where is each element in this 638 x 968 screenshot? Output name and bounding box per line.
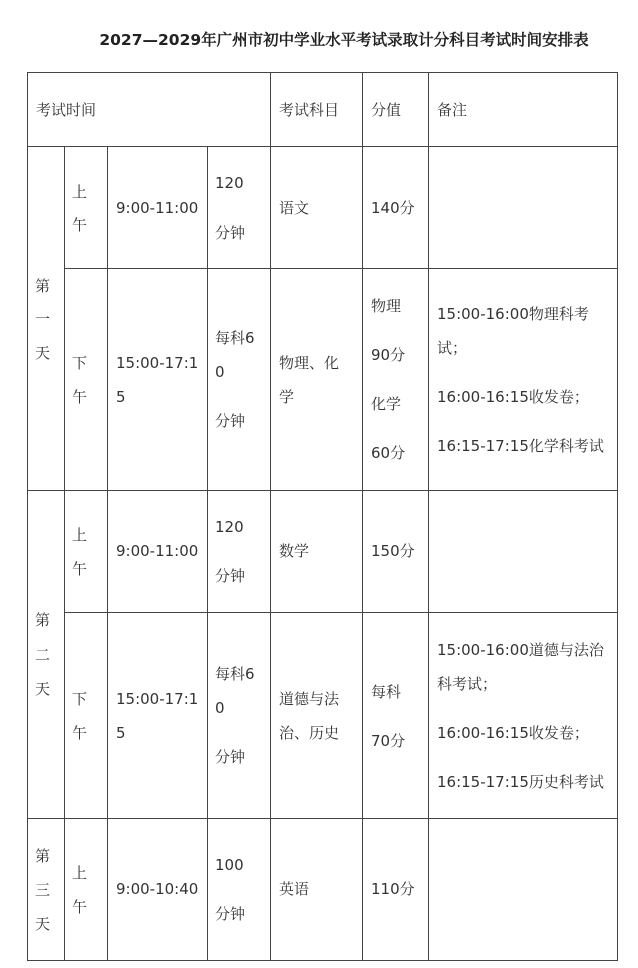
day-label: 第	[35, 847, 51, 865]
row-divider-2	[27, 490, 618, 491]
session-score: 110分	[371, 880, 415, 898]
row-divider-1	[64, 268, 618, 269]
day-label: 三	[35, 881, 51, 899]
session-duration: 分钟	[215, 412, 246, 430]
session-note: 15:00-16:00物理科考	[437, 305, 589, 323]
session-score: 物理	[371, 297, 402, 315]
session-score: 60分	[371, 444, 406, 462]
col-divider-subject	[270, 72, 271, 961]
session-note: 16:00-16:15收发卷；	[437, 388, 589, 406]
session-subject: 语文	[279, 199, 310, 217]
session-duration: 每科6	[215, 329, 255, 347]
col-divider-duration	[207, 146, 208, 961]
session-score: 化学	[371, 395, 402, 413]
session-note: 16:00-16:15收发卷；	[437, 724, 589, 742]
header-note: 备注	[437, 101, 468, 119]
session-subject: 物理、化	[279, 354, 340, 372]
day-label: 天	[35, 915, 51, 933]
day-label: 第	[35, 611, 51, 629]
header-time: 考试时间	[36, 101, 97, 119]
day-label: 第	[35, 277, 51, 295]
period-label: 午	[72, 560, 88, 578]
session-note: 16:15-17:15历史科考试	[437, 773, 604, 791]
session-duration: 分钟	[215, 748, 246, 766]
col-divider-period	[64, 146, 65, 961]
session-subject: 学	[279, 388, 295, 406]
session-duration: 120	[215, 174, 244, 192]
row-divider-4	[27, 818, 618, 819]
session-score: 70分	[371, 732, 406, 750]
period-label: 午	[72, 724, 88, 742]
page-title: 2027—2029年广州市初中学业水平考试录取计分科目考试时间安排表	[99, 31, 589, 49]
session-note: 试；	[437, 339, 468, 357]
period-label: 上	[72, 864, 88, 882]
session-subject: 道德与法	[279, 690, 340, 708]
session-duration: 120	[215, 518, 244, 536]
session-duration: 0	[215, 363, 225, 381]
session-note: 16:15-17:15化学科考试	[437, 437, 604, 455]
session-duration: 每科6	[215, 665, 255, 683]
table-border-right	[617, 72, 618, 961]
session-score: 140分	[371, 199, 415, 217]
header-subject: 考试科目	[279, 101, 340, 119]
period-label: 午	[72, 216, 88, 234]
session-score: 150分	[371, 542, 415, 560]
session-time: 5	[116, 724, 126, 742]
table-border-left	[27, 72, 28, 961]
session-time: 15:00-17:1	[116, 690, 199, 708]
period-label: 午	[72, 898, 88, 916]
session-time: 15:00-17:1	[116, 354, 199, 372]
col-divider-note	[428, 72, 429, 961]
period-label: 上	[72, 183, 88, 201]
session-time: 9:00-11:00	[116, 199, 199, 217]
session-duration: 分钟	[215, 224, 246, 242]
day-label: 一	[35, 310, 51, 328]
header-divider	[27, 146, 618, 147]
session-subject: 英语	[279, 880, 310, 898]
period-label: 下	[72, 354, 88, 372]
day-label: 天	[35, 344, 51, 362]
session-score: 90分	[371, 346, 406, 364]
session-duration: 100	[215, 856, 244, 874]
period-label: 上	[72, 526, 88, 544]
col-divider-score	[362, 72, 363, 961]
table-border-top	[27, 72, 618, 73]
session-note: 科考试；	[437, 675, 498, 693]
session-duration: 分钟	[215, 905, 246, 923]
period-label: 午	[72, 388, 88, 406]
session-duration: 0	[215, 699, 225, 717]
period-label: 下	[72, 690, 88, 708]
session-duration: 分钟	[215, 567, 246, 585]
header-score: 分值	[371, 101, 402, 119]
session-note: 15:00-16:00道德与法治	[437, 641, 604, 659]
day-label: 二	[35, 646, 51, 664]
table-border-bottom	[27, 960, 618, 961]
day-label: 天	[35, 680, 51, 698]
col-divider-time	[107, 146, 108, 961]
session-time: 5	[116, 388, 126, 406]
session-subject: 治、历史	[279, 724, 340, 742]
session-subject: 数学	[279, 542, 310, 560]
row-divider-3	[64, 612, 618, 613]
session-score: 每科	[371, 683, 402, 701]
session-time: 9:00-11:00	[116, 542, 199, 560]
session-time: 9:00-10:40	[116, 880, 199, 898]
